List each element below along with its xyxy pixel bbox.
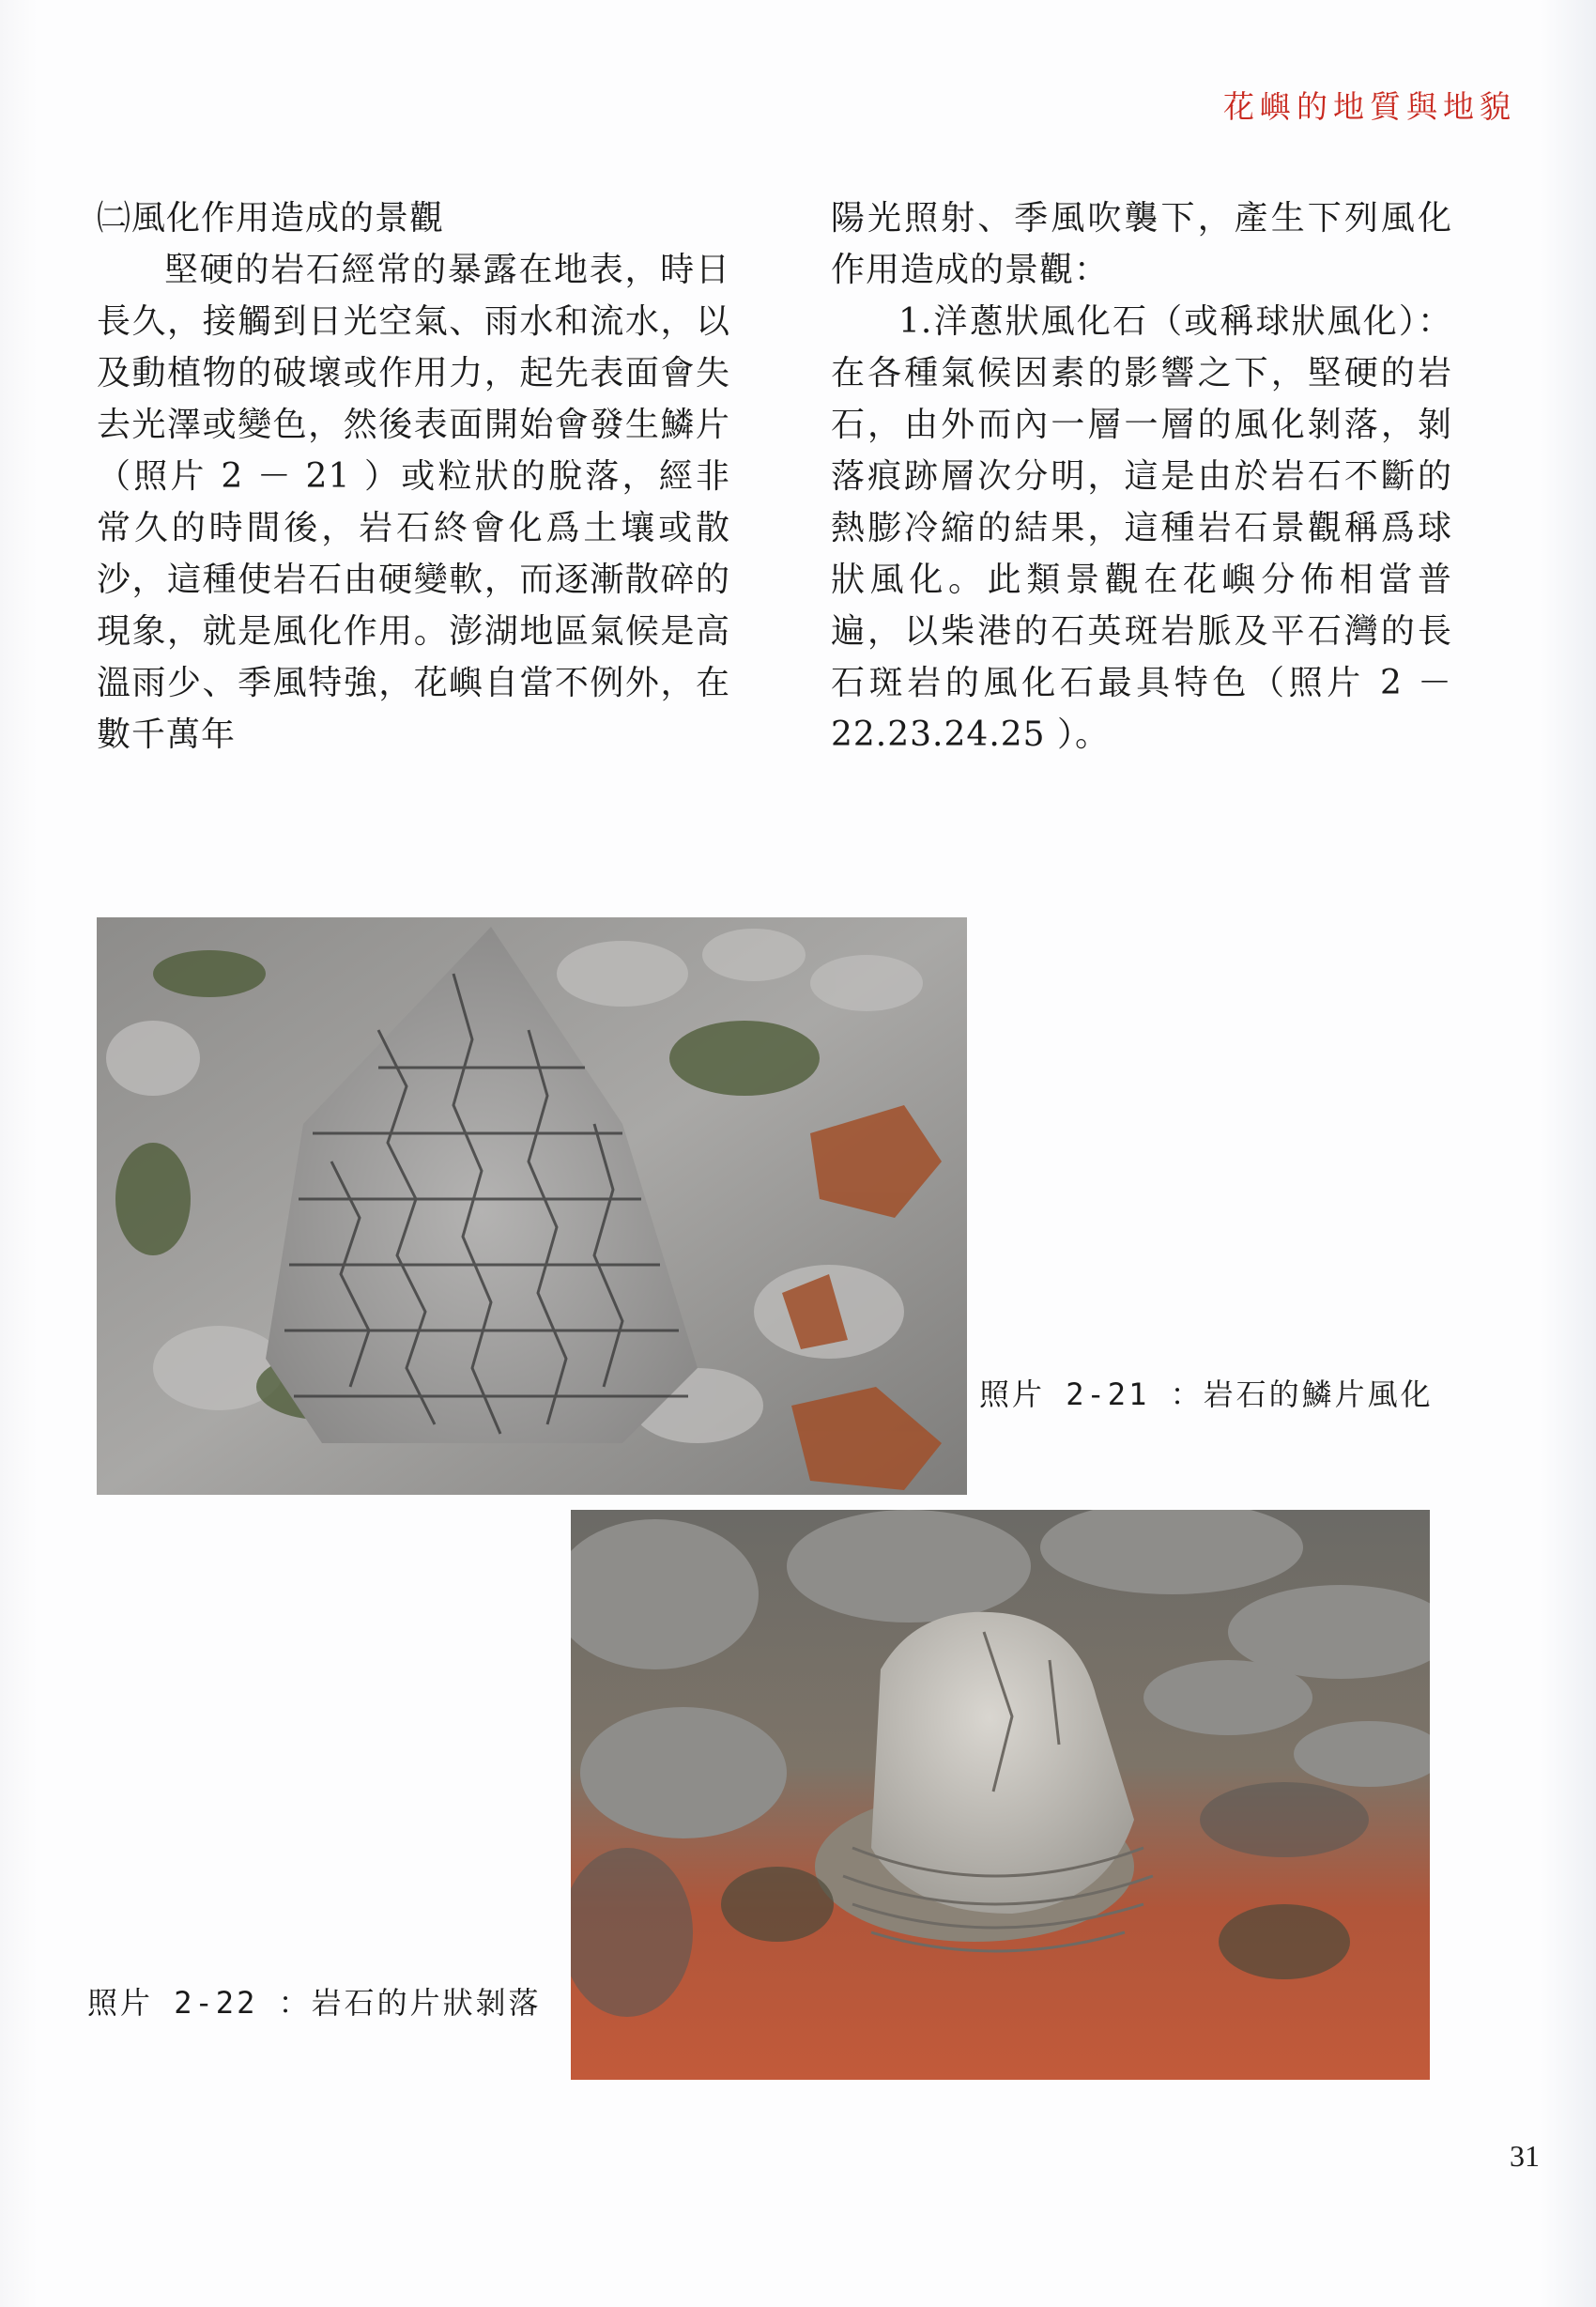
left-paragraph: 堅硬的岩石經常的暴露在地表，時日長久，接觸到日光空氣、雨水和流水，以及動植物的破壞或作用力，起先表面會失去光澤或變色，然後表面開始會發生鱗片（照片 2 － 21 ）或粒狀的脫落，經非常久的時間後，岩石終會化爲土壤或散沙，這種使岩石由硬變軟，而逐漸散碎的現象，就是風化作用。澎湖地區氣候是高溫雨少、季風特強，花嶼自當不例外，在數千萬年 [97,251,730,754]
photo-2-caption: 照片 2-22 ：岩石的片狀剝落 [87,1985,542,2021]
section-heading: ㈡風化作用造成的景觀 [97,199,445,238]
right-paragraph-2: 1.洋蔥狀風化石（或稱球狀風化）：在各種氣候因素的影響之下，堅硬的岩石，由外而內一層一層的風化剝落，剝落痕跡層次分明，這是由於岩石不斷的熱膨冷縮的結果，這種岩石景觀稱爲球狀風化。此類景觀在花嶼分佈相當普遍，以柴港的石英斑岩脈及平石灣的長石斑岩的風化石最具特色（照片 2 － 22.23.24.25 ）。 [831,302,1452,754]
left-column [97,192,730,761]
photo-1-caption: 照片 2-21 ：岩石的鱗片風化 [979,1377,1434,1412]
photo-flaky-exfoliation [571,1510,1430,2080]
page-number: 31 [1510,2139,1540,2173]
running-head: 花嶼的地質與地貌 [1223,88,1516,125]
photo-scaly-weathering [97,917,967,1495]
right-column [831,192,1452,761]
right-paragraph-1: 陽光照射、季風吹襲下，產生下列風化作用造成的景觀： [831,199,1452,289]
